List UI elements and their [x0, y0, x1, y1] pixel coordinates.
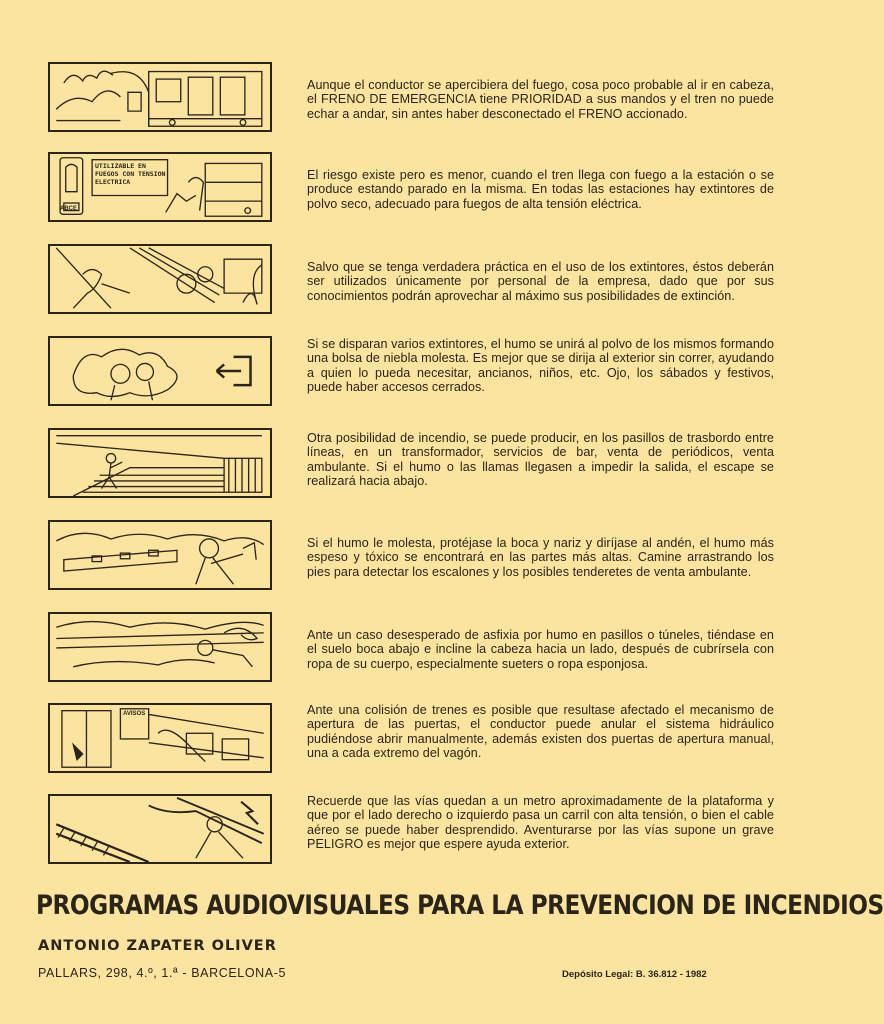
- extinguisher-label: ABCE: [60, 206, 78, 212]
- panel-text-1: Aunque el conductor se apercibiera del fuego, cosa poco probable al ir en cabeza, el FRENO DE EMERGENCIA tiene PRIORIDAD a sus mandos y el tren no puede echar a andar, sin antes haber desconectado el FRENO accionado.: [307, 78, 774, 121]
- panel-text-7: Ante un caso desesperado de asfixia por humo en pasillos o túneles, tiéndase en el suelo boca abajo e incline la cabeza hacia un lado, después de cubrírsela con ropa de su cuerpo, especialmente sueters o ropa esponjosa.: [307, 628, 774, 671]
- program-title: PROGRAMAS AUDIOVISUALES PARA LA PREVENCION DE INCENDIOS: [36, 890, 884, 921]
- station-extinguisher-illustration: [48, 152, 272, 222]
- panel-text-2: El riesgo existe pero es menor, cuando el tren llega con fuego a la estación o se produce estando parado en la misma. En todas las estaciones hay extintores de polvo seco, adecuado para fuegos de alta tensión eléctrica.: [307, 168, 774, 211]
- panel-text-4: Si se disparan varios extintores, el humo se unirá al polvo de los mismos formando una bolsa de niebla molesta. Es mejor que se dirija al exterior sin correr, ayudando a quien lo pueda necesitar, ancianos, niños, etc. Ojo, los sábados y festivos, puede haber accesos cerrados.: [307, 337, 774, 395]
- notice-sign: AVISOS: [123, 711, 146, 717]
- panel-text-3: Salvo que se tenga verdadera práctica en el uso de los extintores, éstos deberán ser utilizados únicamente por personal de la empresa, dado que por sus conocimientos podrán aprovechar al máximo sus posibilidades de extinción.: [307, 260, 774, 303]
- panel-text-5: Otra posibilidad de incendio, se puede producir, en los pasillos de trasbordo entre líneas, en un transformador, servicios de bar, venta de periódicos, venta ambulante. Si el humo o las llamas llegasen a impedir la salida, el escape se realizará hacia abajo.: [307, 431, 774, 489]
- train-fire-illustration: [48, 62, 272, 132]
- smoke-cover-face-illustration: [48, 520, 272, 590]
- author-address: PALLARS, 298, 4.º, 1.ª - BARCELONA-5: [38, 966, 287, 980]
- lying-down-illustration: [48, 612, 272, 682]
- panel-text-6: Si el humo le molesta, protéjase la boca y nariz y diríjase al andén, el humo más espeso y tóxico se encontrará en las partes más altas. Camine arrastrando los pies para detectar los escalones y los posibles tenderetes de venta ambulante.: [307, 536, 774, 579]
- train-door-illustration: [48, 703, 272, 773]
- corridor-stairs-illustration: [48, 428, 272, 498]
- panel-text-8: Ante una colisión de trenes es posible que resultase afectado el mecanismo de apertura de las puertas, el conductor puede anular el sistema hidráulico pudiéndose abrir manualmente, además existen dos puertas de apertura manual, una a cada extremo del vagón.: [307, 703, 774, 761]
- extinguisher-use-illustration: [48, 244, 272, 314]
- author-name: ANTONIO ZAPATER OLIVER: [38, 938, 277, 954]
- smoke-exit-illustration: [48, 336, 272, 406]
- panel-text-9: Recuerde que las vías quedan a un metro aproximadamente de la plataforma y que por el lado derecho o izquierdo pasa un carril con alta tensión, o bien el cable aéreo se puede haber desprendido. Aventurarse por las vías supone un grave PELIGRO es mejor que espere ayuda exterior.: [307, 794, 774, 852]
- legal-deposit: Depósito Legal: B. 36.812 - 1982: [562, 969, 707, 980]
- tracks-danger-illustration: [48, 794, 272, 864]
- extinguisher-sign: UTILIZABLE EN FUEGOS CON TENSION ELECTRICA: [95, 162, 166, 186]
